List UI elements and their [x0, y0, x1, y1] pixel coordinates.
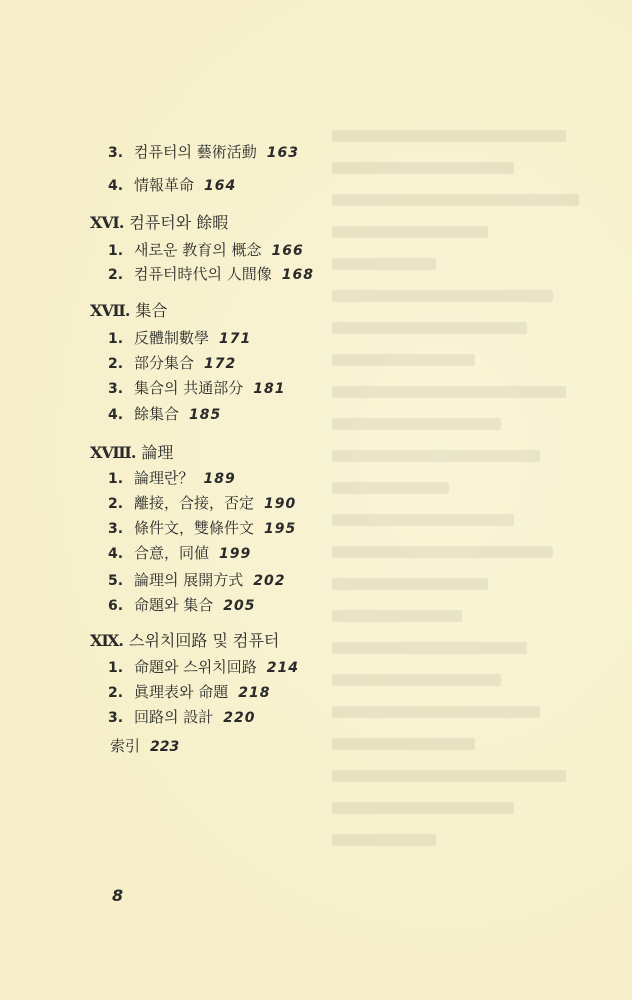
toc-item [108, 543, 251, 564]
item-page: 166 [271, 243, 304, 259]
toc-item [108, 353, 236, 374]
item-title: 集合의 共通部分 [134, 379, 244, 397]
item-page: 189 [203, 471, 236, 487]
section-title: 論理 [141, 443, 174, 462]
item-number: 6. [108, 598, 124, 614]
item-title: 컴퓨터時代의 人間像 [134, 265, 272, 283]
toc-item [108, 404, 221, 425]
bleed-through [332, 130, 592, 870]
page-number: 8 [112, 886, 124, 905]
item-page: 220 [223, 710, 256, 726]
toc-item [108, 518, 296, 539]
item-number: 3. [108, 381, 124, 397]
section-number: XⅧ. [90, 443, 136, 462]
item-number: 4. [108, 546, 124, 562]
item-number: 4. [108, 178, 124, 194]
index-page: 223 [150, 739, 180, 755]
item-number: 1. [108, 331, 124, 347]
section-title: 集合 [135, 301, 168, 320]
item-page: 199 [219, 546, 252, 562]
item-title: 論理의 展開方式 [134, 571, 244, 589]
item-number: 2. [108, 685, 124, 701]
toc-item [108, 707, 256, 728]
item-title: 論理란？ [134, 469, 194, 487]
section-heading [90, 212, 228, 234]
toc-item [108, 682, 271, 703]
item-title: 餘集合 [134, 405, 180, 423]
item-page: 164 [204, 178, 237, 194]
toc-item [108, 264, 314, 285]
item-page: 205 [223, 598, 256, 614]
item-page: 185 [189, 407, 222, 423]
item-page: 172 [204, 356, 237, 372]
item-title: 合意，同値 [134, 544, 210, 562]
item-number: 2. [108, 356, 124, 372]
item-number: 2. [108, 496, 124, 512]
section-number: XⅥ. [90, 213, 124, 232]
toc-index [110, 736, 179, 757]
item-page: 218 [238, 685, 271, 701]
index-title: 索引 [110, 737, 141, 755]
toc-item [108, 493, 296, 514]
toc-item [108, 142, 299, 163]
item-number: 3. [108, 521, 124, 537]
item-number: 4. [108, 407, 124, 423]
section-heading [90, 630, 279, 652]
item-title: 命題와 集合 [134, 596, 214, 614]
item-title: 컴퓨터의 藝術活動 [134, 143, 257, 161]
item-title: 새로운 教育의 概念 [134, 241, 262, 259]
toc-item [108, 378, 286, 399]
item-title: 眞理表와 命題 [134, 683, 229, 701]
item-page: 202 [253, 573, 286, 589]
section-heading [90, 442, 173, 464]
toc-item [108, 570, 286, 591]
item-title: 條件文，雙條件文 [134, 519, 255, 537]
item-page: 181 [253, 381, 286, 397]
item-page: 195 [264, 521, 297, 537]
item-number: 1. [108, 243, 124, 259]
item-page: 168 [281, 267, 314, 283]
section-heading [90, 300, 167, 322]
item-title: 命題와 스위치回路 [134, 658, 257, 676]
item-number: 5. [108, 573, 124, 589]
toc-item [108, 657, 299, 678]
item-number: 1. [108, 660, 124, 676]
section-number: XⅨ. [90, 631, 123, 650]
toc-item [108, 175, 236, 196]
item-number: 1. [108, 471, 124, 487]
toc-item [108, 468, 236, 489]
item-number: 3. [108, 145, 124, 161]
toc-item [108, 240, 304, 261]
toc-item [108, 328, 251, 349]
item-title: 情報革命 [134, 176, 195, 194]
item-page: 214 [266, 660, 299, 676]
item-title: 回路의 設計 [134, 708, 214, 726]
item-number: 2. [108, 267, 124, 283]
item-page: 190 [264, 496, 297, 512]
item-number: 3. [108, 710, 124, 726]
item-page: 171 [219, 331, 252, 347]
item-title: 離接，合接，否定 [134, 494, 255, 512]
section-title: 컴퓨터와 餘暇 [129, 213, 229, 232]
item-page: 163 [266, 145, 299, 161]
item-title: 反體制數學 [134, 329, 210, 347]
item-title: 部分集合 [134, 354, 195, 372]
toc-item [108, 595, 256, 616]
section-number: XⅦ. [90, 301, 130, 320]
section-title: 스위치回路 및 컴퓨터 [129, 631, 280, 650]
